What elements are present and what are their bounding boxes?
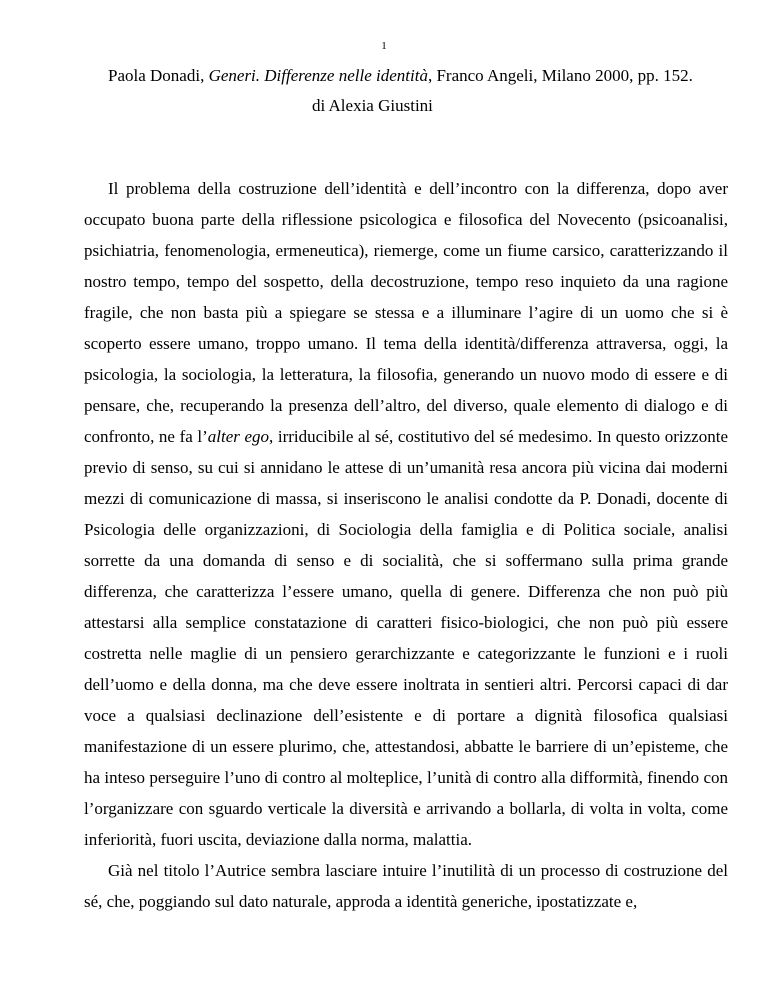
paragraph-1-italic: alter ego	[207, 427, 269, 446]
book-citation	[108, 64, 748, 88]
citation-publisher: , Franco Angeli, Milano 2000, pp. 152.	[427, 66, 693, 85]
citation-title: Generi. Differenze nelle identità	[208, 66, 428, 85]
citation-author: Paola Donadi,	[108, 66, 209, 85]
paragraph-1	[84, 173, 728, 855]
paragraph-1-text-b: , irriducibile al sé, costitutivo del sé medesimo. In questo orizzonte previo di senso, su cui si annidano le attese di un’umanità resa ancora più vicina dai moderni mezzi di comunicazione di massa, si inseriscono le analisi condotte da P. Donadi, docente di Psicologia delle organizzazioni, di Sociologia della famiglia e di Politica sociale, analisi sorrette da una domanda di senso e di socialità, che si soffermano sulla prima grande differenza, che caratterizza l’essere umano, quella di genere. Differenza che non può più attestarsi alla semplice constatazione di caratteri fisico-biologici, che non può più essere costretta nelle maglie di un pensiero gerarchizzante e categorizzante le funzioni e i ruoli dell’uomo e della donna, ma che deve essere inoltrata in sentieri altri. Percorsi capaci di dar voce a qualsiasi declinazione dell’esistente e di portare a dignità filosofica qualsiasi manifestazione di un essere plurimo, che, attestandosi, abbatte le barriere di un’episteme, che ha inteso perseguire l’uno di contro al molteplice, l’unità di contro alla difformità, finendo con l’organizzare con sguardo verticale la diversità e arrivando a bollarla, di volta in volta, come inferiorità, fuori uscita, deviazione dalla norma, malattia.	[84, 427, 728, 849]
paragraph-2: Già nel titolo l’Autrice sembra lasciare intuire l’inutilità di un processo di costruzione del sé, che, poggiando sul dato naturale, approda a identità generiche, ipostatizzate e,	[84, 861, 728, 911]
page-number: 1	[381, 40, 387, 52]
reviewer-byline: di Alexia Giustini	[312, 96, 433, 115]
review-body	[84, 173, 728, 917]
paragraph-1-text-a: Il problema della costruzione dell’identità e dell’incontro con la differenza, dopo aver occupato buona parte della riflessione psicologica e filosofica del Novecento (psicoanalisi, psichiatria, fenomenologia, ermeneutica), riemerge, come un fiume carsico, caratterizzando il nostro tempo, tempo del sospetto, della decostruzione, tempo reso inquieto da una ragione fragile, che non basta più a spiegare se stessa e a illuminare l’agire di un uomo che si è scoperto essere umano, troppo umano. Il tema della identità/differenza attraversa, oggi, la psicologia, la sociologia, la letteratura, la filosofia, generando un nuovo modo di essere e di pensare, che, recuperando la presenza dell’altro, del diverso, quale elemento di dialogo e di confronto, ne fa l’	[84, 179, 728, 446]
